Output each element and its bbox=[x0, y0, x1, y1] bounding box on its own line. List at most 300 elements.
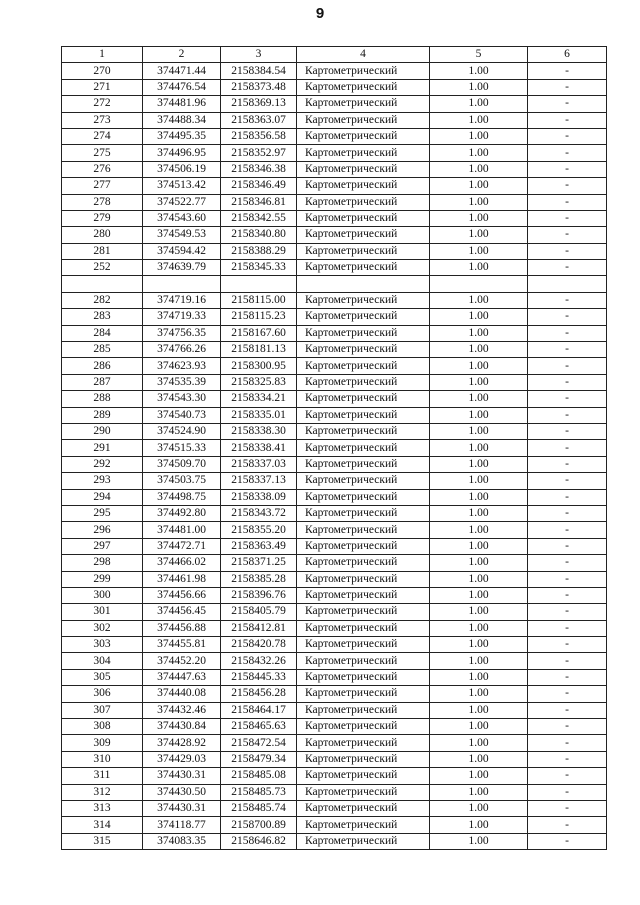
y-coordinate-cell: 2158396.76 bbox=[221, 587, 297, 603]
point-number-cell: 279 bbox=[62, 210, 143, 226]
note-cell: - bbox=[528, 620, 607, 636]
x-coordinate-cell: 374455.81 bbox=[143, 637, 221, 653]
table-row bbox=[62, 227, 607, 243]
table-row bbox=[62, 260, 607, 276]
x-coordinate-cell: 374428.92 bbox=[143, 735, 221, 751]
point-number-cell: 281 bbox=[62, 243, 143, 259]
y-coordinate-cell: 2158388.29 bbox=[221, 243, 297, 259]
y-coordinate-cell: 2158412.81 bbox=[221, 620, 297, 636]
y-coordinate-cell: 2158363.49 bbox=[221, 538, 297, 554]
method-cell: Картометрический bbox=[297, 374, 430, 390]
x-coordinate-cell: 374456.88 bbox=[143, 620, 221, 636]
note-cell: - bbox=[528, 243, 607, 259]
empty-cell bbox=[528, 276, 607, 292]
point-number-cell: 282 bbox=[62, 292, 143, 308]
x-coordinate-cell: 374522.77 bbox=[143, 194, 221, 210]
accuracy-cell: 1.00 bbox=[430, 309, 528, 325]
note-cell: - bbox=[528, 669, 607, 685]
table-row bbox=[62, 784, 607, 800]
note-cell: - bbox=[528, 817, 607, 833]
method-cell: Картометрический bbox=[297, 309, 430, 325]
method-cell: Картометрический bbox=[297, 768, 430, 784]
method-cell: Картометрический bbox=[297, 128, 430, 144]
point-number-cell: 299 bbox=[62, 571, 143, 587]
x-coordinate-cell: 374429.03 bbox=[143, 751, 221, 767]
y-coordinate-cell: 2158346.38 bbox=[221, 161, 297, 177]
table-row bbox=[62, 735, 607, 751]
point-number-cell: 313 bbox=[62, 800, 143, 816]
header-cell: 1 bbox=[62, 47, 143, 63]
y-coordinate-cell: 2158346.49 bbox=[221, 178, 297, 194]
note-cell: - bbox=[528, 227, 607, 243]
point-number-cell: 278 bbox=[62, 194, 143, 210]
accuracy-cell: 1.00 bbox=[430, 800, 528, 816]
x-coordinate-cell: 374471.44 bbox=[143, 63, 221, 79]
x-coordinate-cell: 374496.95 bbox=[143, 145, 221, 161]
table-row bbox=[62, 178, 607, 194]
accuracy-cell: 1.00 bbox=[430, 292, 528, 308]
note-cell: - bbox=[528, 653, 607, 669]
note-cell: - bbox=[528, 505, 607, 521]
coordinates-table bbox=[61, 46, 607, 850]
accuracy-cell: 1.00 bbox=[430, 128, 528, 144]
table-row bbox=[62, 489, 607, 505]
point-number-cell: 280 bbox=[62, 227, 143, 243]
note-cell: - bbox=[528, 473, 607, 489]
table-row bbox=[62, 571, 607, 587]
point-number-cell: 306 bbox=[62, 686, 143, 702]
table-row bbox=[62, 63, 607, 79]
x-coordinate-cell: 374432.46 bbox=[143, 702, 221, 718]
x-coordinate-cell: 374543.60 bbox=[143, 210, 221, 226]
accuracy-cell: 1.00 bbox=[430, 325, 528, 341]
note-cell: - bbox=[528, 128, 607, 144]
accuracy-cell: 1.00 bbox=[430, 227, 528, 243]
header-cell: 4 bbox=[297, 47, 430, 63]
y-coordinate-cell: 2158385.28 bbox=[221, 571, 297, 587]
empty-cell bbox=[143, 276, 221, 292]
accuracy-cell: 1.00 bbox=[430, 391, 528, 407]
accuracy-cell: 1.00 bbox=[430, 620, 528, 636]
page-number: 9 bbox=[315, 5, 325, 22]
accuracy-cell: 1.00 bbox=[430, 79, 528, 95]
point-number-cell: 298 bbox=[62, 555, 143, 571]
method-cell: Картометрический bbox=[297, 260, 430, 276]
x-coordinate-cell: 374447.63 bbox=[143, 669, 221, 685]
method-cell: Картометрический bbox=[297, 407, 430, 423]
table-row bbox=[62, 358, 607, 374]
method-cell: Картометрический bbox=[297, 243, 430, 259]
x-coordinate-cell: 374472.71 bbox=[143, 538, 221, 554]
table-row bbox=[62, 604, 607, 620]
point-number-cell: 277 bbox=[62, 178, 143, 194]
y-coordinate-cell: 2158345.33 bbox=[221, 260, 297, 276]
header-cell: 3 bbox=[221, 47, 297, 63]
x-coordinate-cell: 374756.35 bbox=[143, 325, 221, 341]
accuracy-cell: 1.00 bbox=[430, 96, 528, 112]
accuracy-cell: 1.00 bbox=[430, 161, 528, 177]
table-row bbox=[62, 325, 607, 341]
table-row bbox=[62, 423, 607, 439]
table-body-block-2 bbox=[62, 292, 607, 849]
method-cell: Картометрический bbox=[297, 522, 430, 538]
table-row bbox=[62, 555, 607, 571]
method-cell: Картометрический bbox=[297, 555, 430, 571]
note-cell: - bbox=[528, 309, 607, 325]
x-coordinate-cell: 374540.73 bbox=[143, 407, 221, 423]
accuracy-cell: 1.00 bbox=[430, 604, 528, 620]
accuracy-cell: 1.00 bbox=[430, 735, 528, 751]
method-cell: Картометрический bbox=[297, 669, 430, 685]
x-coordinate-cell: 374543.30 bbox=[143, 391, 221, 407]
empty-cell bbox=[297, 276, 430, 292]
method-cell: Картометрический bbox=[297, 112, 430, 128]
point-number-cell: 302 bbox=[62, 620, 143, 636]
accuracy-cell: 1.00 bbox=[430, 145, 528, 161]
accuracy-cell: 1.00 bbox=[430, 817, 528, 833]
x-coordinate-cell: 374506.19 bbox=[143, 161, 221, 177]
method-cell: Картометрический bbox=[297, 784, 430, 800]
table-row bbox=[62, 587, 607, 603]
note-cell: - bbox=[528, 637, 607, 653]
note-cell: - bbox=[528, 538, 607, 554]
y-coordinate-cell: 2158405.79 bbox=[221, 604, 297, 620]
method-cell: Картометрический bbox=[297, 96, 430, 112]
accuracy-cell: 1.00 bbox=[430, 719, 528, 735]
x-coordinate-cell: 374515.33 bbox=[143, 440, 221, 456]
y-coordinate-cell: 2158456.28 bbox=[221, 686, 297, 702]
x-coordinate-cell: 374430.31 bbox=[143, 800, 221, 816]
accuracy-cell: 1.00 bbox=[430, 587, 528, 603]
table-row bbox=[62, 620, 607, 636]
method-cell: Картометрический bbox=[297, 489, 430, 505]
y-coordinate-cell: 2158340.80 bbox=[221, 227, 297, 243]
method-cell: Картометрический bbox=[297, 423, 430, 439]
point-number-cell: 309 bbox=[62, 735, 143, 751]
x-coordinate-cell: 374456.45 bbox=[143, 604, 221, 620]
note-cell: - bbox=[528, 325, 607, 341]
note-cell: - bbox=[528, 686, 607, 702]
method-cell: Картометрический bbox=[297, 391, 430, 407]
note-cell: - bbox=[528, 440, 607, 456]
y-coordinate-cell: 2158384.54 bbox=[221, 63, 297, 79]
method-cell: Картометрический bbox=[297, 194, 430, 210]
note-cell: - bbox=[528, 456, 607, 472]
y-coordinate-cell: 2158373.48 bbox=[221, 79, 297, 95]
note-cell: - bbox=[528, 768, 607, 784]
table-row bbox=[62, 210, 607, 226]
x-coordinate-cell: 374440.08 bbox=[143, 686, 221, 702]
accuracy-cell: 1.00 bbox=[430, 653, 528, 669]
point-number-cell: 292 bbox=[62, 456, 143, 472]
x-coordinate-cell: 374639.79 bbox=[143, 260, 221, 276]
x-coordinate-cell: 374118.77 bbox=[143, 817, 221, 833]
method-cell: Картометрический bbox=[297, 292, 430, 308]
y-coordinate-cell: 2158338.09 bbox=[221, 489, 297, 505]
method-cell: Картометрический bbox=[297, 63, 430, 79]
x-coordinate-cell: 374488.34 bbox=[143, 112, 221, 128]
point-number-cell: 311 bbox=[62, 768, 143, 784]
table-row bbox=[62, 637, 607, 653]
method-cell: Картометрический bbox=[297, 702, 430, 718]
method-cell: Картометрический bbox=[297, 342, 430, 358]
y-coordinate-cell: 2158342.55 bbox=[221, 210, 297, 226]
point-number-cell: 315 bbox=[62, 833, 143, 849]
accuracy-cell: 1.00 bbox=[430, 243, 528, 259]
x-coordinate-cell: 374719.33 bbox=[143, 309, 221, 325]
x-coordinate-cell: 374481.96 bbox=[143, 96, 221, 112]
accuracy-cell: 1.00 bbox=[430, 260, 528, 276]
note-cell: - bbox=[528, 751, 607, 767]
note-cell: - bbox=[528, 292, 607, 308]
table-row bbox=[62, 96, 607, 112]
header-cell: 5 bbox=[430, 47, 528, 63]
table-row bbox=[62, 145, 607, 161]
y-coordinate-cell: 2158445.33 bbox=[221, 669, 297, 685]
table-row bbox=[62, 309, 607, 325]
table-row bbox=[62, 79, 607, 95]
note-cell: - bbox=[528, 112, 607, 128]
y-coordinate-cell: 2158346.81 bbox=[221, 194, 297, 210]
y-coordinate-cell: 2158167.60 bbox=[221, 325, 297, 341]
point-number-cell: 287 bbox=[62, 374, 143, 390]
method-cell: Картометрический bbox=[297, 571, 430, 587]
point-number-cell: 285 bbox=[62, 342, 143, 358]
point-number-cell: 289 bbox=[62, 407, 143, 423]
point-number-cell: 300 bbox=[62, 587, 143, 603]
point-number-cell: 272 bbox=[62, 96, 143, 112]
point-number-cell: 297 bbox=[62, 538, 143, 554]
note-cell: - bbox=[528, 63, 607, 79]
y-coordinate-cell: 2158479.34 bbox=[221, 751, 297, 767]
accuracy-cell: 1.00 bbox=[430, 473, 528, 489]
x-coordinate-cell: 374452.20 bbox=[143, 653, 221, 669]
note-cell: - bbox=[528, 342, 607, 358]
point-number-cell: 293 bbox=[62, 473, 143, 489]
method-cell: Картометрический bbox=[297, 440, 430, 456]
method-cell: Картометрический bbox=[297, 473, 430, 489]
y-coordinate-cell: 2158337.13 bbox=[221, 473, 297, 489]
table-separator bbox=[62, 276, 607, 292]
accuracy-cell: 1.00 bbox=[430, 637, 528, 653]
point-number-cell: 273 bbox=[62, 112, 143, 128]
point-number-cell: 307 bbox=[62, 702, 143, 718]
y-coordinate-cell: 2158485.73 bbox=[221, 784, 297, 800]
method-cell: Картометрический bbox=[297, 751, 430, 767]
point-number-cell: 275 bbox=[62, 145, 143, 161]
table-header-row bbox=[62, 47, 607, 63]
x-coordinate-cell: 374461.98 bbox=[143, 571, 221, 587]
method-cell: Картометрический bbox=[297, 817, 430, 833]
note-cell: - bbox=[528, 800, 607, 816]
header-cell: 6 bbox=[528, 47, 607, 63]
point-number-cell: 274 bbox=[62, 128, 143, 144]
table-row bbox=[62, 342, 607, 358]
accuracy-cell: 1.00 bbox=[430, 833, 528, 849]
method-cell: Картометрический bbox=[297, 719, 430, 735]
table-row bbox=[62, 112, 607, 128]
method-cell: Картометрический bbox=[297, 210, 430, 226]
y-coordinate-cell: 2158465.63 bbox=[221, 719, 297, 735]
accuracy-cell: 1.00 bbox=[430, 522, 528, 538]
y-coordinate-cell: 2158343.72 bbox=[221, 505, 297, 521]
point-number-cell: 295 bbox=[62, 505, 143, 521]
x-coordinate-cell: 374524.90 bbox=[143, 423, 221, 439]
note-cell: - bbox=[528, 784, 607, 800]
point-number-cell: 276 bbox=[62, 161, 143, 177]
x-coordinate-cell: 374430.84 bbox=[143, 719, 221, 735]
table-row bbox=[62, 686, 607, 702]
x-coordinate-cell: 374503.75 bbox=[143, 473, 221, 489]
accuracy-cell: 1.00 bbox=[430, 178, 528, 194]
y-coordinate-cell: 2158356.58 bbox=[221, 128, 297, 144]
x-coordinate-cell: 374495.35 bbox=[143, 128, 221, 144]
point-number-cell: 314 bbox=[62, 817, 143, 833]
accuracy-cell: 1.00 bbox=[430, 194, 528, 210]
y-coordinate-cell: 2158115.23 bbox=[221, 309, 297, 325]
point-number-cell: 291 bbox=[62, 440, 143, 456]
table-gap-row bbox=[62, 276, 607, 292]
x-coordinate-cell: 374594.42 bbox=[143, 243, 221, 259]
method-cell: Картометрический bbox=[297, 358, 430, 374]
x-coordinate-cell: 374492.80 bbox=[143, 505, 221, 521]
note-cell: - bbox=[528, 719, 607, 735]
note-cell: - bbox=[528, 210, 607, 226]
x-coordinate-cell: 374719.16 bbox=[143, 292, 221, 308]
empty-cell bbox=[430, 276, 528, 292]
note-cell: - bbox=[528, 489, 607, 505]
note-cell: - bbox=[528, 391, 607, 407]
table-row bbox=[62, 833, 607, 849]
point-number-cell: 312 bbox=[62, 784, 143, 800]
table-row bbox=[62, 669, 607, 685]
x-coordinate-cell: 374498.75 bbox=[143, 489, 221, 505]
x-coordinate-cell: 374549.53 bbox=[143, 227, 221, 243]
accuracy-cell: 1.00 bbox=[430, 702, 528, 718]
table-row bbox=[62, 292, 607, 308]
point-number-cell: 303 bbox=[62, 637, 143, 653]
accuracy-cell: 1.00 bbox=[430, 571, 528, 587]
note-cell: - bbox=[528, 178, 607, 194]
x-coordinate-cell: 374509.70 bbox=[143, 456, 221, 472]
table-row bbox=[62, 719, 607, 735]
x-coordinate-cell: 374430.31 bbox=[143, 768, 221, 784]
y-coordinate-cell: 2158700.89 bbox=[221, 817, 297, 833]
method-cell: Картометрический bbox=[297, 587, 430, 603]
accuracy-cell: 1.00 bbox=[430, 505, 528, 521]
method-cell: Картометрический bbox=[297, 161, 430, 177]
accuracy-cell: 1.00 bbox=[430, 358, 528, 374]
note-cell: - bbox=[528, 161, 607, 177]
header-cell: 2 bbox=[143, 47, 221, 63]
table-row bbox=[62, 800, 607, 816]
y-coordinate-cell: 2158338.41 bbox=[221, 440, 297, 456]
accuracy-cell: 1.00 bbox=[430, 669, 528, 685]
y-coordinate-cell: 2158371.25 bbox=[221, 555, 297, 571]
accuracy-cell: 1.00 bbox=[430, 686, 528, 702]
table-row bbox=[62, 391, 607, 407]
table-row bbox=[62, 161, 607, 177]
x-coordinate-cell: 374623.93 bbox=[143, 358, 221, 374]
table-row bbox=[62, 702, 607, 718]
accuracy-cell: 1.00 bbox=[430, 768, 528, 784]
note-cell: - bbox=[528, 79, 607, 95]
point-number-cell: 284 bbox=[62, 325, 143, 341]
accuracy-cell: 1.00 bbox=[430, 489, 528, 505]
accuracy-cell: 1.00 bbox=[430, 456, 528, 472]
point-number-cell: 283 bbox=[62, 309, 143, 325]
point-number-cell: 304 bbox=[62, 653, 143, 669]
point-number-cell: 296 bbox=[62, 522, 143, 538]
empty-cell bbox=[221, 276, 297, 292]
note-cell: - bbox=[528, 260, 607, 276]
note-cell: - bbox=[528, 587, 607, 603]
note-cell: - bbox=[528, 555, 607, 571]
note-cell: - bbox=[528, 194, 607, 210]
method-cell: Картометрический bbox=[297, 604, 430, 620]
x-coordinate-cell: 374481.00 bbox=[143, 522, 221, 538]
method-cell: Картометрический bbox=[297, 145, 430, 161]
point-number-cell: 286 bbox=[62, 358, 143, 374]
x-coordinate-cell: 374430.50 bbox=[143, 784, 221, 800]
accuracy-cell: 1.00 bbox=[430, 374, 528, 390]
accuracy-cell: 1.00 bbox=[430, 784, 528, 800]
method-cell: Картометрический bbox=[297, 620, 430, 636]
point-number-cell: 271 bbox=[62, 79, 143, 95]
accuracy-cell: 1.00 bbox=[430, 112, 528, 128]
accuracy-cell: 1.00 bbox=[430, 538, 528, 554]
x-coordinate-cell: 374083.35 bbox=[143, 833, 221, 849]
accuracy-cell: 1.00 bbox=[430, 210, 528, 226]
y-coordinate-cell: 2158352.97 bbox=[221, 145, 297, 161]
table-row bbox=[62, 243, 607, 259]
y-coordinate-cell: 2158420.78 bbox=[221, 637, 297, 653]
accuracy-cell: 1.00 bbox=[430, 63, 528, 79]
x-coordinate-cell: 374535.39 bbox=[143, 374, 221, 390]
table-row bbox=[62, 505, 607, 521]
table-row bbox=[62, 653, 607, 669]
y-coordinate-cell: 2158472.54 bbox=[221, 735, 297, 751]
table-row bbox=[62, 456, 607, 472]
point-number-cell: 305 bbox=[62, 669, 143, 685]
method-cell: Картометрический bbox=[297, 735, 430, 751]
y-coordinate-cell: 2158338.30 bbox=[221, 423, 297, 439]
method-cell: Картометрический bbox=[297, 227, 430, 243]
accuracy-cell: 1.00 bbox=[430, 407, 528, 423]
method-cell: Картометрический bbox=[297, 325, 430, 341]
accuracy-cell: 1.00 bbox=[430, 342, 528, 358]
method-cell: Картометрический bbox=[297, 178, 430, 194]
table-row bbox=[62, 522, 607, 538]
note-cell: - bbox=[528, 522, 607, 538]
method-cell: Картометрический bbox=[297, 800, 430, 816]
method-cell: Картометрический bbox=[297, 653, 430, 669]
y-coordinate-cell: 2158115.00 bbox=[221, 292, 297, 308]
method-cell: Картометрический bbox=[297, 505, 430, 521]
x-coordinate-cell: 374766.26 bbox=[143, 342, 221, 358]
accuracy-cell: 1.00 bbox=[430, 423, 528, 439]
note-cell: - bbox=[528, 145, 607, 161]
point-number-cell: 294 bbox=[62, 489, 143, 505]
method-cell: Картометрический bbox=[297, 456, 430, 472]
point-number-cell: 270 bbox=[62, 63, 143, 79]
table-row bbox=[62, 128, 607, 144]
point-number-cell: 290 bbox=[62, 423, 143, 439]
method-cell: Картометрический bbox=[297, 79, 430, 95]
y-coordinate-cell: 2158646.82 bbox=[221, 833, 297, 849]
x-coordinate-cell: 374456.66 bbox=[143, 587, 221, 603]
note-cell: - bbox=[528, 96, 607, 112]
